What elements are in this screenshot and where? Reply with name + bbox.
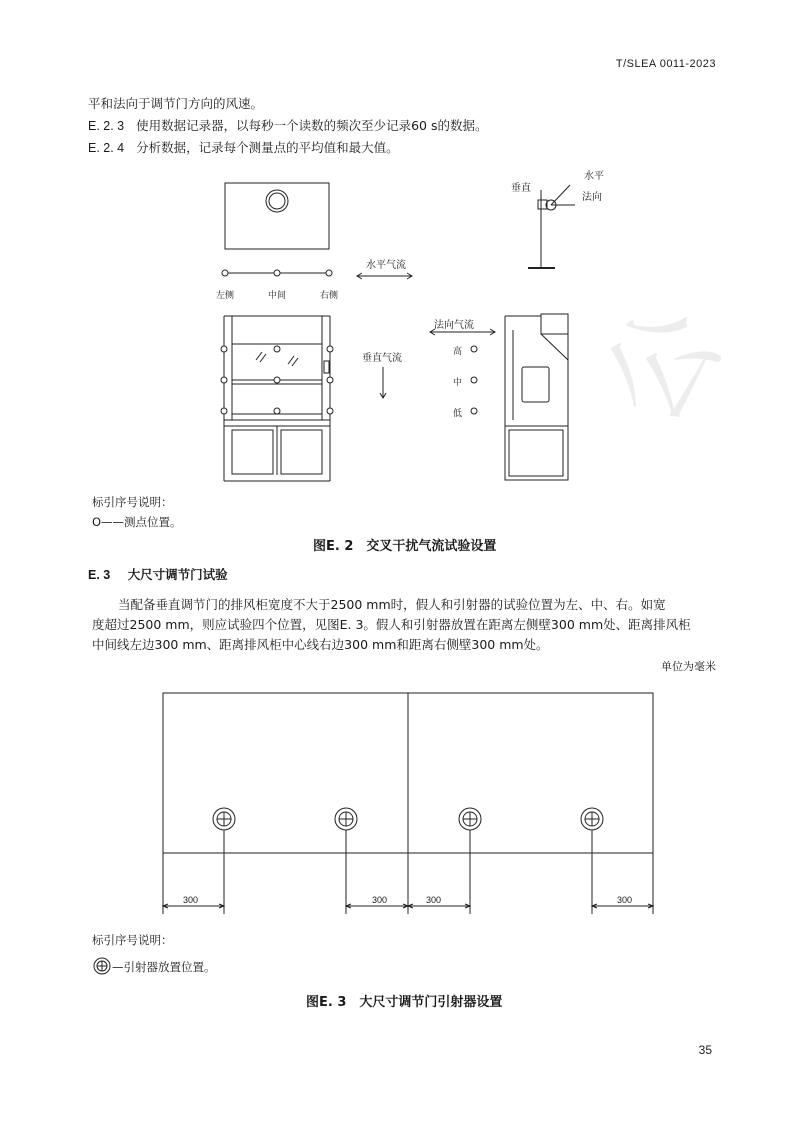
dimension-label: 300 (183, 895, 199, 905)
legend-item: O——测点位置。 (92, 515, 182, 529)
clause-text: 使用数据记录器，以每秒一个读数的频次至少记录60 s的数据。 (136, 118, 488, 133)
sensor-vertical-label: 垂直 (511, 183, 531, 194)
height-label-low: 低 (453, 409, 463, 419)
document-code: T/SLEA 0011-2023 (615, 58, 716, 70)
paragraph-line: 当配备垂直调节门的排风柜宽度不大于2500 mm时，假人和引射器的试验位置为左、中、右。如宽 (118, 597, 666, 612)
legend-title: 标引序号说明： (92, 495, 173, 509)
unit-note: 单位为毫米 (661, 660, 716, 673)
paragraph-line: 中间线左边300 mm、距离排风柜中心线右边300 mm和距离右侧壁300 mm处。 (92, 637, 549, 652)
normal-airflow-label: 法向气流 (434, 320, 474, 331)
sensor-horizontal-label: 水平 (584, 171, 604, 182)
dimension-label: 300 (426, 895, 442, 905)
vertical-airflow-label: 垂直气流 (362, 353, 402, 364)
horizontal-airflow-label: 水平气流 (366, 260, 406, 271)
paragraph-line: 度超过2500 mm，则应试验四个位置，见图E. 3。假人和引射器放置在距离左侧壁300 mm处、距离排风柜 (92, 617, 691, 632)
figure-caption: 图E. 3 大尺寸调节门引射器设置 (306, 995, 503, 1010)
pos-label-middle: 中间 (268, 291, 287, 301)
clause-number: E. 2. 4 (88, 141, 125, 155)
legend-item: —引射器放置位置。 (112, 960, 216, 974)
pos-label-right: 右侧 (320, 291, 339, 301)
page-number: 35 (698, 1043, 712, 1057)
clause-text: 分析数据，记录每个测量点的平均值和最大值。 (136, 140, 399, 155)
legend-title: 标引序号说明： (92, 933, 173, 947)
watermark: 公 (578, 282, 747, 446)
dimension-label: 300 (617, 895, 633, 905)
sensor-normal-label: 法向 (582, 192, 602, 203)
intro-line: 平和法向于调节门方向的风速。 (88, 96, 264, 111)
section-title: 大尺寸调节门试验 (127, 567, 228, 582)
height-label-high: 高 (453, 347, 463, 357)
figure-caption: 图E. 2 交叉干扰气流试验设置 (313, 539, 497, 554)
height-label-middle: 中 (453, 378, 463, 388)
section-number: E. 3 (88, 568, 111, 582)
pos-label-left: 左侧 (216, 291, 235, 301)
dimension-label: 300 (372, 895, 388, 905)
clause-number: E. 2. 3 (88, 119, 125, 133)
